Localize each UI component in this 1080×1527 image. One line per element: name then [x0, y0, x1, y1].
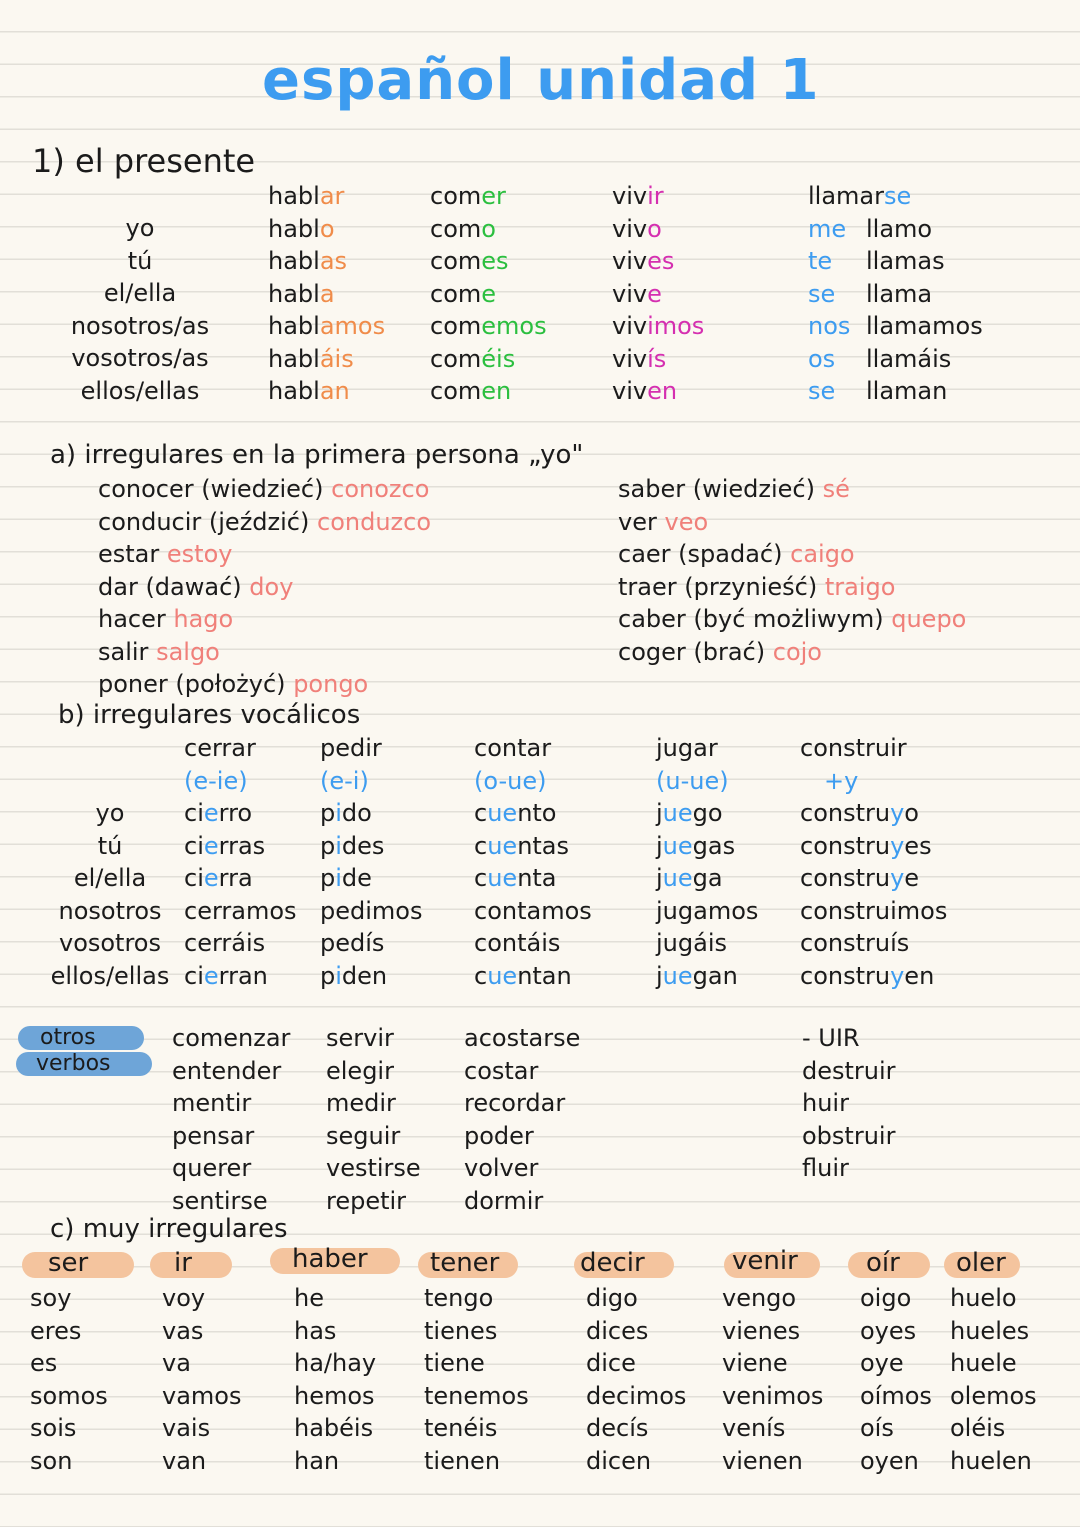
verb-item: seguir	[326, 1121, 401, 1150]
pronoun: nosotros/as	[70, 311, 210, 340]
verb-form: tiene	[424, 1349, 485, 1377]
verb-form: vives	[612, 247, 675, 275]
verb-item: - UIR	[802, 1024, 860, 1052]
verb-form: venís	[722, 1414, 786, 1442]
conjugation-haber	[294, 1282, 376, 1477]
infinitive: vivir	[612, 182, 664, 210]
verb-form: tienen	[424, 1446, 501, 1475]
infinitive: comer	[430, 182, 506, 210]
otros-verbos-col-4	[802, 1022, 896, 1185]
infinitive: cerrar	[184, 734, 256, 762]
verb-form: viven	[612, 377, 678, 405]
verb-form: huele	[950, 1349, 1017, 1377]
infinitive-tener: tener	[430, 1248, 500, 1278]
verb-entry: traer (przynieść) traigo	[618, 572, 896, 601]
verb-form: vivimos	[612, 312, 705, 340]
verb-item: huir	[802, 1089, 849, 1117]
vowel-change: +y	[824, 766, 859, 795]
verb-item: repetir	[326, 1186, 407, 1215]
verb-form: son	[30, 1446, 73, 1475]
verb-form: cierro	[184, 799, 253, 827]
verb-item: vestirse	[326, 1154, 421, 1182]
verb-item: pensar	[172, 1121, 255, 1150]
pronoun: tú	[127, 246, 153, 275]
vowel-change: (o-ue)	[474, 766, 547, 795]
verb-item: obstruir	[802, 1121, 896, 1150]
pronoun: el/ella	[103, 279, 177, 307]
verb-form: construye	[800, 864, 920, 892]
verb-form: vas	[162, 1316, 204, 1345]
verb-form: comemos	[430, 312, 547, 340]
pronoun: vosotros	[58, 929, 161, 957]
verb-item: recordar	[464, 1089, 566, 1117]
verb-form: cuenta	[474, 864, 557, 892]
verb-form: pedimos	[320, 896, 423, 925]
conjugation-venir	[722, 1282, 823, 1477]
verb-form: he	[294, 1284, 324, 1312]
infinitive: jugar	[656, 734, 718, 762]
verb-item: destruir	[802, 1056, 896, 1085]
verb-form: olemos	[950, 1381, 1037, 1410]
conjugation-hablar	[268, 180, 385, 408]
verb-form: ha/hay	[294, 1349, 377, 1377]
infinitive: pedir	[320, 734, 382, 762]
verb-item: fluir	[802, 1154, 849, 1182]
pronoun: yo	[125, 214, 155, 242]
verb-form: vienes	[722, 1316, 801, 1345]
verb-form: huelen	[950, 1446, 1032, 1475]
verb-item: medir	[326, 1089, 396, 1117]
otros-verbos-col-3	[464, 1022, 580, 1217]
verb-form: huelo	[950, 1284, 1017, 1312]
verb-form: sois	[30, 1414, 77, 1442]
infinitive: hablar	[268, 182, 345, 210]
verb-form: oye	[860, 1349, 904, 1377]
verb-form: habláis	[268, 344, 354, 373]
verb-form: come	[430, 279, 497, 308]
verb-form: oís	[860, 1414, 894, 1442]
infinitive: contar	[474, 734, 552, 762]
section-heading-vocalicos: b) irregulares vocálicos	[58, 700, 361, 730]
conjugation-comer	[430, 180, 547, 408]
pronoun: ellos/ellas	[50, 961, 170, 990]
otros-verbos-col-2	[326, 1022, 421, 1217]
verb-item: acostarse	[464, 1024, 581, 1052]
verb-form: coméis	[430, 344, 516, 373]
verb-form: van	[162, 1446, 207, 1475]
verb-form: comen	[430, 377, 512, 405]
verb-form: cuentan	[474, 961, 572, 990]
verb-form: venimos	[722, 1381, 824, 1410]
verb-form: oigo	[860, 1284, 912, 1312]
conjugation-tener	[424, 1282, 529, 1477]
verb-form: dice	[586, 1349, 636, 1377]
verb-entry: saber (wiedzieć) sé	[618, 475, 850, 503]
pronoun: el/ella	[73, 864, 147, 892]
verb-form: oyes	[860, 1316, 917, 1345]
verb-form: cierra	[184, 864, 253, 892]
verb-form: vengo	[722, 1284, 797, 1312]
otros-label: otros	[18, 1026, 144, 1050]
verb-form: decimos	[586, 1381, 687, 1410]
verb-form: tenemos	[424, 1381, 529, 1410]
verb-form: decís	[586, 1414, 649, 1442]
verb-form: construyes	[800, 831, 932, 860]
verb-form: oyen	[860, 1446, 919, 1475]
conjugation-oler	[950, 1282, 1037, 1477]
verb-form: va	[162, 1349, 191, 1377]
verb-form: se llaman	[808, 377, 948, 405]
verb-form: vive	[612, 279, 662, 308]
verb-form: pide	[320, 864, 372, 892]
verb-form: vamos	[162, 1381, 242, 1410]
verb-form: hablas	[268, 247, 348, 275]
vowel-change: (u-ue)	[656, 766, 729, 795]
verb-form: construyen	[800, 961, 935, 990]
section-heading-presente: 1) el presente	[32, 142, 256, 180]
verb-form: vienen	[722, 1446, 803, 1475]
verb-form: somos	[30, 1381, 108, 1410]
verb-entry: poner (położyć) pongo	[98, 670, 369, 698]
verb-form: construimos	[800, 896, 948, 925]
infinitive-oler: oler	[956, 1248, 1006, 1278]
verb-item: elegir	[326, 1056, 394, 1085]
verb-form: eres	[30, 1316, 82, 1345]
verb-form: dices	[586, 1316, 649, 1345]
verb-form: cuentas	[474, 831, 570, 860]
verb-item: costar	[464, 1056, 539, 1085]
conjugation-pedir	[320, 732, 422, 992]
verb-form: jugáis	[656, 929, 727, 957]
verb-form: me llamo	[808, 214, 933, 243]
infinitive: llamarse	[808, 182, 912, 210]
verb-form: como	[430, 214, 496, 243]
verb-form: juega	[656, 864, 723, 892]
verb-form: vais	[162, 1414, 211, 1442]
conjugation-decir	[586, 1282, 686, 1477]
infinitive-decir: decir	[580, 1248, 645, 1278]
verb-item: entender	[172, 1056, 282, 1085]
infinitive-oir: oír	[866, 1248, 900, 1278]
verb-form: cierras	[184, 831, 266, 860]
verb-form: hablamos	[268, 312, 386, 340]
verb-item: mentir	[172, 1089, 252, 1117]
verb-form: hueles	[950, 1316, 1030, 1345]
pronoun: ellos/ellas	[80, 376, 200, 405]
conjugation-llamarse	[808, 180, 983, 408]
conjugation-cerrar	[184, 732, 297, 992]
verb-form: tengo	[424, 1284, 494, 1312]
verb-form: contamos	[474, 896, 592, 925]
verb-form: piden	[320, 961, 388, 990]
verb-form: juegan	[656, 961, 738, 990]
conjugation-jugar	[656, 732, 758, 992]
verb-form: contáis	[474, 929, 561, 957]
verb-form: comes	[430, 247, 509, 275]
verb-form: habéis	[294, 1414, 374, 1442]
verb-form: construís	[800, 929, 910, 957]
verb-form: vivo	[612, 214, 662, 243]
verb-entry: conducir (jeździć) conduzco	[98, 507, 432, 536]
pronoun-column	[60, 212, 220, 407]
verb-form: voy	[162, 1284, 206, 1312]
conjugation-contar	[474, 732, 592, 992]
verb-entry: estar estoy	[98, 540, 233, 568]
conjugation-ir	[162, 1282, 241, 1477]
verb-form: cerramos	[184, 896, 297, 925]
verb-entry: conocer (wiedzieć) conozco	[98, 475, 430, 503]
verb-form: os llamáis	[808, 344, 952, 373]
page-title: español unidad 1	[262, 48, 820, 113]
verb-form: juegas	[656, 831, 736, 860]
verb-item: comenzar	[172, 1024, 291, 1052]
infinitive-ser: ser	[48, 1248, 89, 1278]
verb-form: han	[294, 1446, 340, 1475]
pronoun: yo	[95, 799, 125, 827]
verb-form: cuento	[474, 799, 557, 827]
verb-item: sentirse	[172, 1186, 268, 1215]
verb-item: dormir	[464, 1186, 544, 1215]
verb-form: oléis	[950, 1414, 1006, 1442]
vowel-change: (e-i)	[320, 766, 369, 795]
verb-form: hemos	[294, 1381, 375, 1410]
verb-form: habla	[268, 279, 335, 308]
section-heading-irregulares-yo: a) irregulares en la primera persona „yo"	[50, 440, 584, 470]
verb-item: querer	[172, 1154, 252, 1182]
infinitive-haber: haber	[292, 1244, 368, 1274]
verb-entry: caber (być możliwym) quepo	[618, 605, 967, 633]
verb-entry: salir salgo	[98, 637, 220, 666]
conjugation-vivir	[612, 180, 704, 408]
verb-form: hablan	[268, 377, 350, 405]
infinitive-ir: ir	[174, 1248, 192, 1278]
verb-form: viene	[722, 1349, 788, 1377]
verb-form: pido	[320, 799, 372, 827]
verb-form: nos llamamos	[808, 312, 983, 340]
verb-form: vivís	[612, 344, 667, 373]
verb-form: pides	[320, 831, 385, 860]
verb-form: es	[30, 1349, 58, 1377]
verb-item: servir	[326, 1024, 394, 1052]
verb-form: digo	[586, 1284, 638, 1312]
pronoun: nosotros	[58, 896, 162, 925]
otros-verbos-col-1	[172, 1022, 290, 1217]
verbos-label: verbos	[16, 1052, 152, 1076]
verb-form: jugamos	[656, 896, 759, 925]
pronoun: tú	[97, 831, 123, 860]
verb-form: hablo	[268, 214, 335, 243]
verb-item: volver	[464, 1154, 539, 1182]
pronoun: vosotros/as	[71, 344, 209, 372]
pronoun-column-b	[40, 797, 180, 992]
verb-form: construyo	[800, 799, 919, 827]
verb-form: soy	[30, 1284, 72, 1312]
section-heading-muy-irregulares: c) muy irregulares	[50, 1214, 288, 1244]
conjugation-construir	[800, 732, 947, 992]
verb-form: te llamas	[808, 247, 945, 275]
infinitive: construir	[800, 734, 907, 762]
verb-item: poder	[464, 1121, 534, 1150]
verb-form: has	[294, 1316, 337, 1345]
irregular-yo-left	[98, 473, 431, 701]
verb-form: cierran	[184, 961, 268, 990]
verb-form: cerráis	[184, 929, 266, 957]
verb-entry: ver veo	[618, 507, 709, 536]
verb-form: pedís	[320, 929, 385, 957]
irregular-yo-right	[618, 473, 966, 668]
infinitive-venir: venir	[732, 1246, 798, 1276]
verb-form: oímos	[860, 1381, 932, 1410]
vowel-change: (e-ie)	[184, 766, 248, 795]
conjugation-oir	[860, 1282, 932, 1477]
verb-form: se llama	[808, 279, 933, 308]
verb-entry: dar (dawać) doy	[98, 572, 294, 601]
verb-form: tienes	[424, 1316, 498, 1345]
verb-entry: coger (brać) cojo	[618, 637, 822, 666]
verb-form: dicen	[586, 1446, 652, 1475]
verb-entry: caer (spadać) caigo	[618, 540, 855, 568]
conjugation-ser	[30, 1282, 108, 1477]
verb-entry: hacer hago	[98, 605, 234, 633]
verb-form: tenéis	[424, 1414, 498, 1442]
verb-form: juego	[656, 799, 723, 827]
